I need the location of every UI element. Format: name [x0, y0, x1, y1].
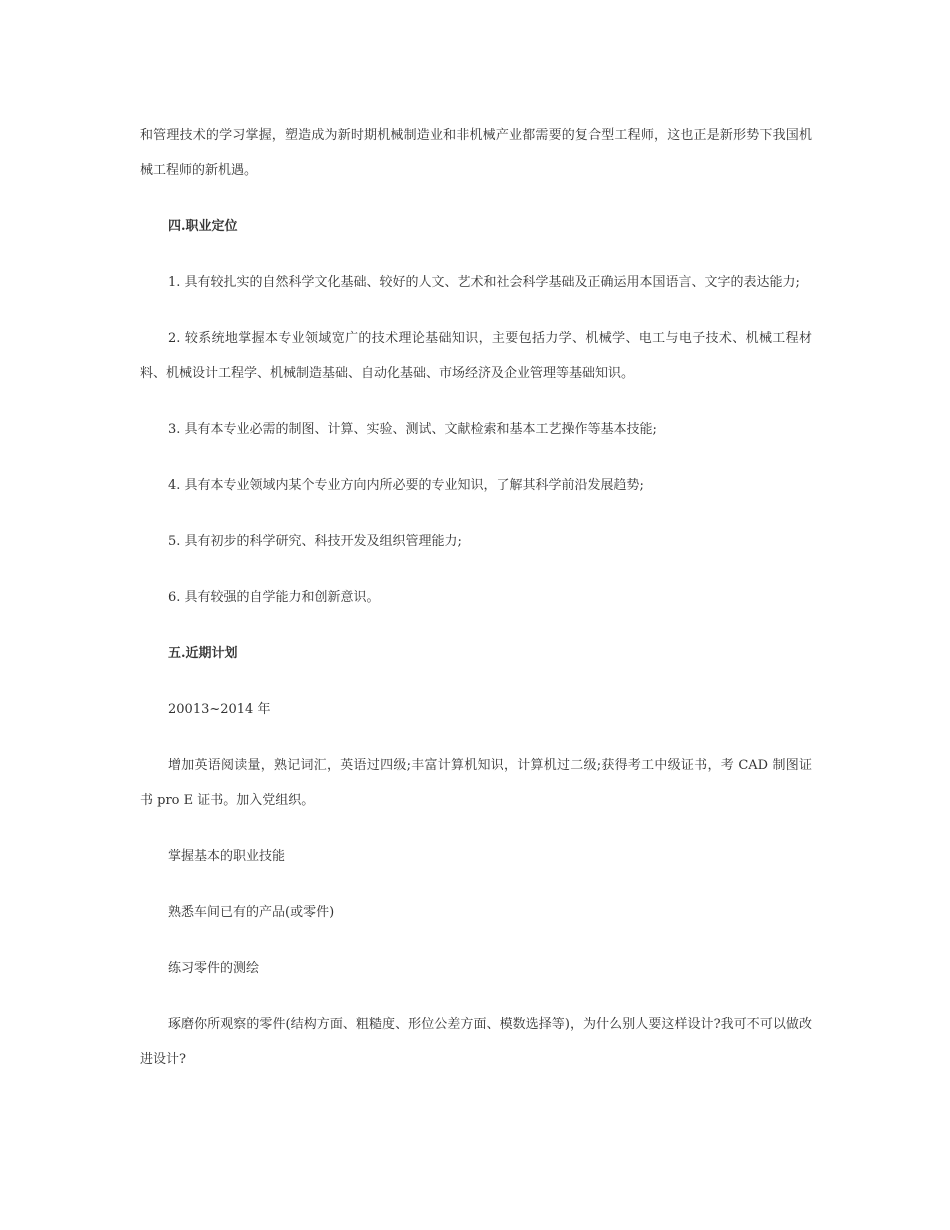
document-body: [140, 118, 812, 1098]
list-item-2: 2. 较系统地掌握本专业领域宽广的技术理论基础知识，主要包括力学、机械学、电工与电子技术、机械工程材料、机械设计工程学、机械制造基础、自动化基础、市场经济及企业管理等基础知识。: [140, 331, 812, 381]
plan-paragraph-measure: 练习零件的测绘: [168, 961, 260, 976]
section-heading-near-term-plan: 五.近期计划: [168, 646, 238, 661]
plan-paragraph-skills: 掌握基本的职业技能: [168, 849, 286, 864]
paragraph-intro-continuation: 和管理技术的学习掌握，塑造成为新时期机械制造业和非机械产业都需要的复合型工程师，这也正是新形势下我国机械工程师的新机遇。: [140, 128, 812, 178]
plan-paragraph-products: 熟悉车间已有的产品(或零件): [168, 905, 335, 920]
plan-paragraph-design: 琢磨你所观察的零件(结构方面、粗糙度、形位公差方面、模数选择等)，为什么别人要这样设计?我可不可以做改进设计?: [140, 1017, 812, 1067]
list-item-4: 4. 具有本专业领域内某个专业方向内所必要的专业知识，了解其科学前沿发展趋势;: [168, 478, 644, 493]
list-item-1: 1. 具有较扎实的自然科学文化基础、较好的人文、艺术和社会科学基础及正确运用本国语言、文字的表达能力;: [168, 275, 800, 290]
list-item-3: 3. 具有本专业必需的制图、计算、实验、测试、文献检索和基本工艺操作等基本技能;: [168, 422, 657, 437]
plan-paragraph-english: 增加英语阅读量，熟记词汇，英语过四级;丰富计算机知识，计算机过二级;获得考工中级证书，考 CAD 制图证书 pro E 证书。加入党组织。: [140, 758, 812, 808]
plan-year-range: 20013~2014 年: [168, 702, 271, 717]
list-item-5: 5. 具有初步的科学研究、科技开发及组织管理能力;: [168, 534, 462, 549]
section-heading-career-positioning: 四.职业定位: [168, 219, 238, 234]
list-item-6: 6. 具有较强的自学能力和创新意识。: [168, 590, 380, 605]
